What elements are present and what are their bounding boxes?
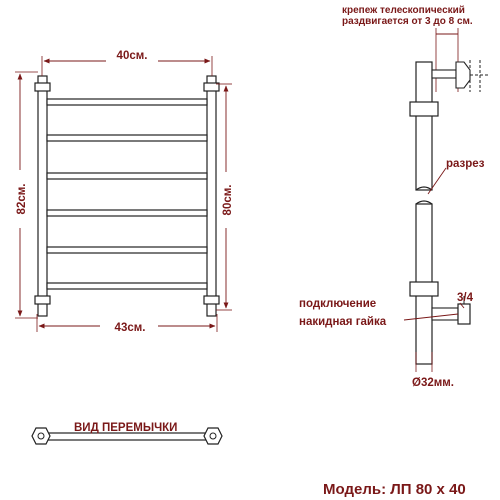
right-height-label: 80см. (222, 184, 234, 216)
left-upright (38, 76, 47, 316)
diameter-label: Ø32мм. (412, 377, 454, 389)
crossbar-1 (47, 99, 207, 105)
model-title: Модель: ЛП 80 х 40 (323, 481, 466, 498)
crossbar-4 (47, 210, 207, 216)
thread-label: 3/4 (457, 292, 473, 304)
crossbars (47, 99, 207, 289)
mount-note-line1: крепеж телескопический (342, 5, 465, 16)
wall-plate-top (456, 62, 470, 88)
lower-collar (410, 282, 438, 296)
crossbar-6 (47, 283, 207, 289)
jumper-bar (42, 433, 212, 440)
upper-collar (410, 102, 438, 116)
cut-label: разрез (446, 158, 485, 170)
front-view (15, 50, 234, 334)
connection-label-line1: подключение (299, 298, 377, 310)
mount-note-line2: раздвигается от 3 до 8 см. (342, 16, 473, 27)
bottom-width-label: 43см. (114, 322, 146, 334)
top-bracket-arm (432, 70, 456, 78)
crossbar-2 (47, 135, 207, 141)
crossbar-5 (47, 247, 207, 253)
crossbar-3 (47, 173, 207, 179)
union-nut (458, 304, 470, 324)
right-upright (207, 76, 216, 316)
side-tube-upper (416, 62, 432, 190)
connection-label-line2: накидная гайка (299, 316, 387, 328)
dimension-left-height (15, 72, 38, 318)
top-width-label: 40см. (116, 50, 148, 62)
dimension-bottom-width (37, 314, 217, 334)
dimension-top-width (42, 50, 212, 76)
left-top-mount (35, 83, 50, 91)
side-view (299, 5, 490, 389)
left-bottom-mount (35, 296, 50, 304)
dimension-right-height (216, 84, 234, 310)
right-bottom-mount (204, 296, 219, 304)
jumper-view (32, 422, 222, 444)
left-height-label: 82см. (16, 183, 28, 215)
jumper-label: ВИД ПЕРЕМЫЧКИ (74, 422, 178, 434)
